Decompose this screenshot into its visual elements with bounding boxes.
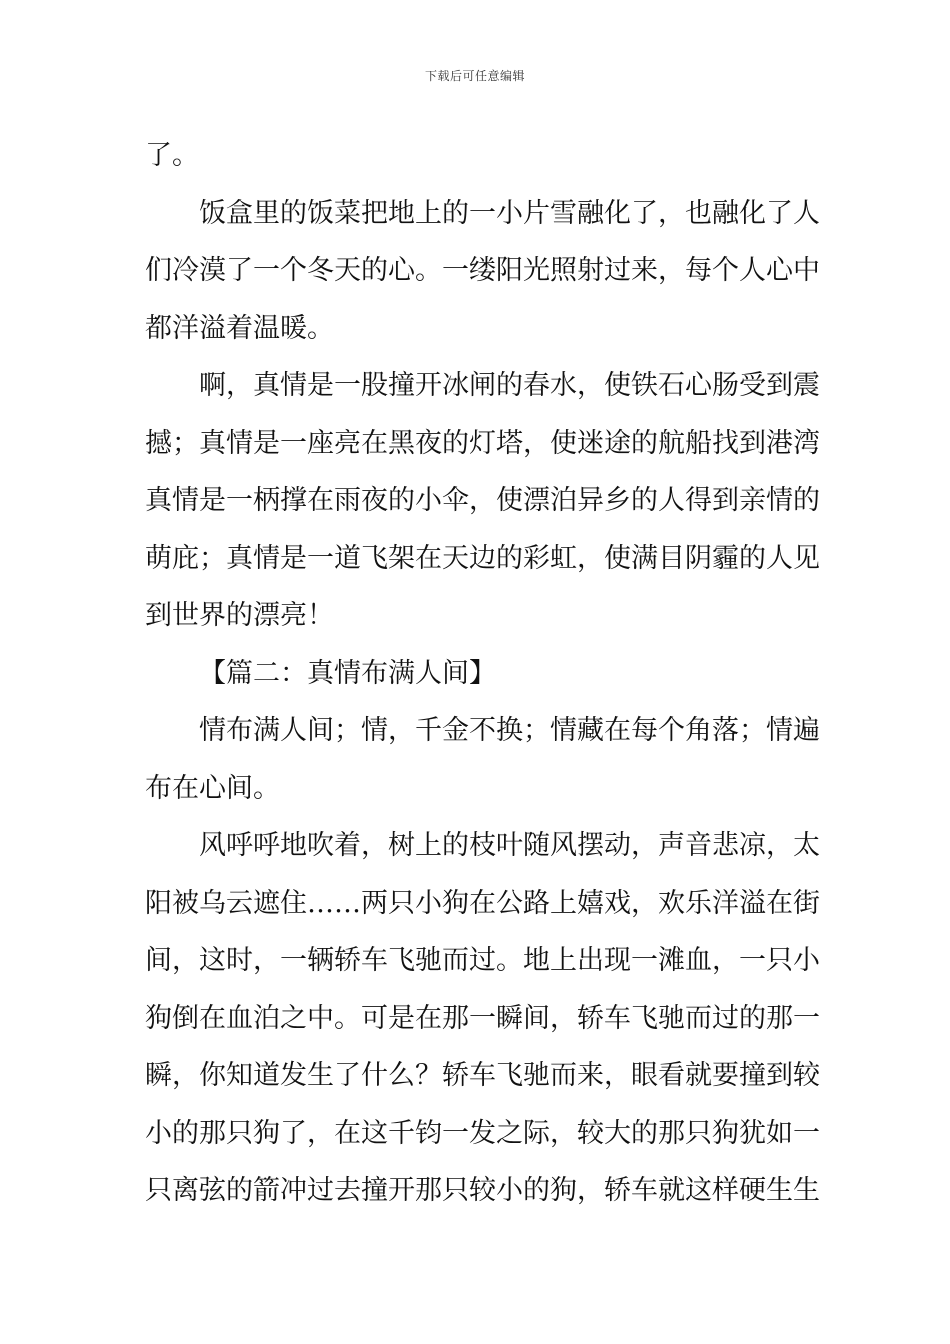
document-body [145, 127, 820, 1220]
paragraph-start: 情布满人间；情，千金不换；情藏在每个角落；情遍 [199, 715, 820, 746]
text-line: 瞬，你知道发生了什么？轿车飞驰而来，眼看就要撞到较 [145, 1060, 820, 1091]
section-heading: 【篇二：真情布满人间】 [199, 657, 496, 689]
text-line: 到世界的漂亮！ [145, 600, 334, 631]
text-line: 了。 [145, 140, 199, 171]
text-line: 小的那只狗了，在这千钧一发之际，较大的那只狗犹如一 [145, 1117, 820, 1149]
paragraph-start: 啊，真情是一股撞开冰闸的春水，使铁石心肠受到震 [199, 370, 820, 401]
text-line: 都洋溢着温暖。 [145, 312, 334, 344]
text-line: 布在心间。 [145, 772, 280, 804]
text-line: 们冷漠了一个冬天的心。一缕阳光照射过来，每个人心中 [145, 255, 820, 286]
text-line: 只离弦的箭冲过去撞开那只较小的狗，轿车就这样硬生生 [145, 1175, 820, 1206]
text-line: 真情是一柄撑在雨夜的小伞，使漂泊异乡的人得到亲情的 [145, 485, 820, 516]
text-line: 萌庇；真情是一道飞架在天边的彩虹，使满目阴霾的人见 [145, 542, 820, 574]
paragraph-start: 风呼呼地吹着，树上的枝叶随风摆动，声音悲凉，太 [199, 830, 820, 861]
text-line: 间，这时，一辆轿车飞驰而过。地上出现一滩血，一只小 [145, 945, 820, 976]
page-header: 下载后可任意编辑 [424, 69, 525, 83]
text-line: 撼；真情是一座亮在黑夜的灯塔，使迷途的航船找到港湾 [145, 427, 820, 459]
paragraph-start: 饭盒里的饭菜把地上的一小片雪融化了，也融化了人 [199, 197, 820, 229]
text-line: 狗倒在血泊之中。可是在那一瞬间，轿车飞驰而过的那一 [145, 1002, 820, 1034]
text-line: 阳被乌云遮住……两只小狗在公路上嬉戏，欢乐洋溢在街 [145, 887, 820, 919]
